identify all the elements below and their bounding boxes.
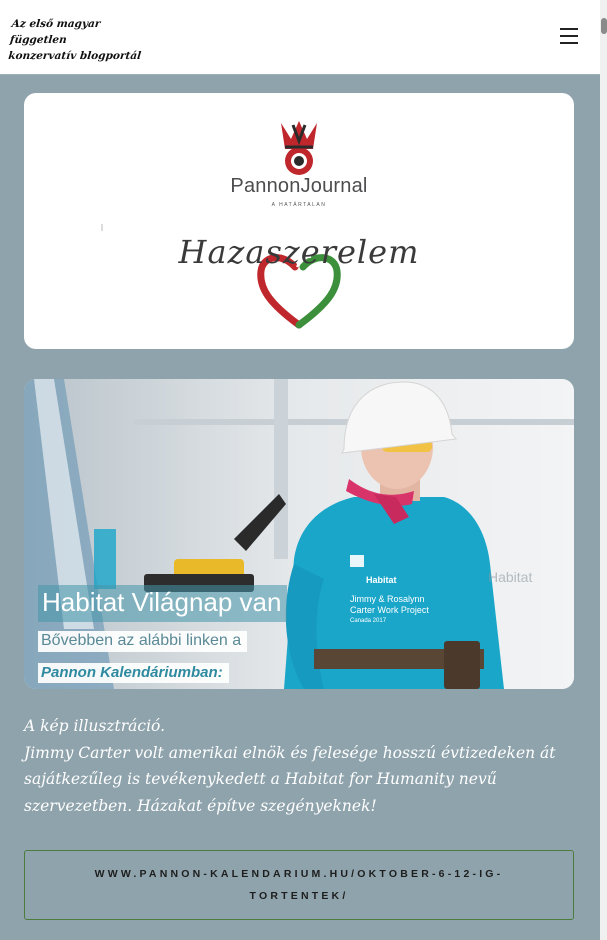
script-title: Hazaszerelem xyxy=(178,233,420,271)
brand-name: PannonJournal xyxy=(230,175,368,197)
overlay-title: Habitat Világnap van xyxy=(38,585,287,622)
caption-line-2: Jimmy Carter volt amerikai elnök és felesége hosszú évtizedeken át sajátkezűleg is tevékenykedett a Habitat for Humanity nevű szervezetben. Házakat építve szegényeknek! xyxy=(24,743,556,815)
shirt-names-label: Jimmy & Rosalynn xyxy=(350,594,425,604)
external-link-button[interactable] xyxy=(24,850,574,920)
tagline-line-1[interactable]: Az első magyar független xyxy=(9,18,102,46)
page-scrollbar-thumb[interactable] xyxy=(601,18,607,34)
hamburger-menu-icon[interactable] xyxy=(556,24,582,48)
habitat-photo-image[interactable] xyxy=(24,379,574,689)
site-header xyxy=(0,0,600,75)
shirt-project-label: Carter Work Project xyxy=(350,605,429,615)
shirt-habitat-label: Habitat xyxy=(366,575,397,585)
shirt-location-label: Canada 2017 xyxy=(350,618,387,624)
overlay-subtitle: Bővebben az alábbi linken a xyxy=(38,631,247,652)
site-tagline[interactable] xyxy=(7,16,152,64)
overlay-calendar-label: Pannon Kalendáriumban: xyxy=(38,663,229,683)
tagline-line-2[interactable]: konzervatív blogportál xyxy=(7,50,142,62)
shirt-print-text xyxy=(350,575,450,627)
article-caption xyxy=(24,713,580,819)
caption-line-1: A kép illusztráció. xyxy=(24,717,166,735)
page-scrollbar-track[interactable] xyxy=(600,0,607,940)
pannonjournal-logo-image[interactable] xyxy=(24,93,574,349)
external-link-url[interactable]: WWW.PANNON-KALENDARIUM.HU/OKTOBER-6-12-IG-TORTENTEK/ xyxy=(94,868,504,902)
brand-subtitle: A HATÁRTALAN xyxy=(271,202,327,208)
background-sign-text: Habitat xyxy=(488,569,533,585)
pannonjournal-crown-logo xyxy=(24,93,574,349)
